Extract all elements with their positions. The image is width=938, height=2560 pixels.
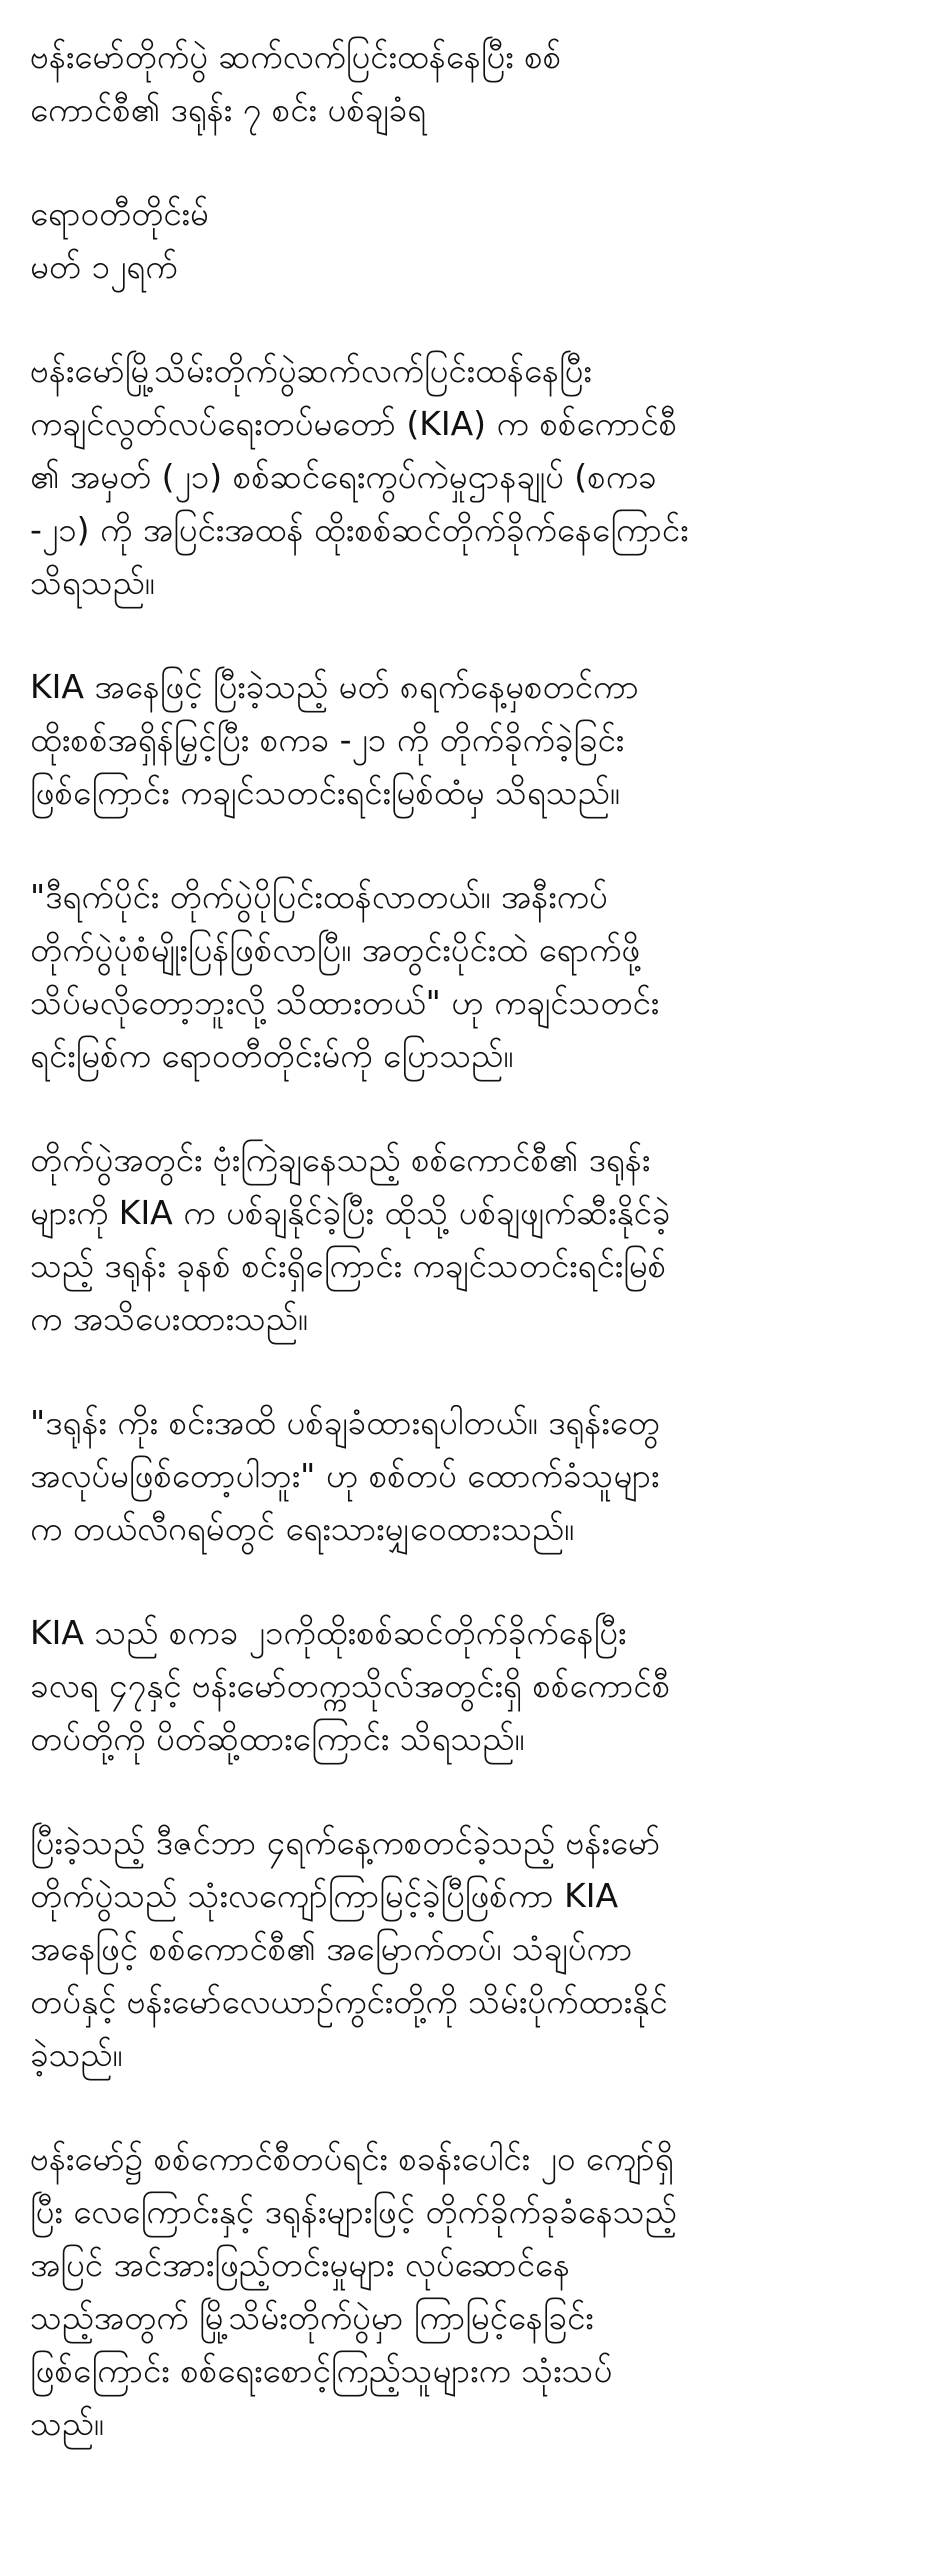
paragraph-line: ရင်းမြစ်က ရောဝတီတိုင်းမ်ကို ပြောသည်။: [30, 1036, 514, 1075]
paragraph-line: က အသိပေးထားသည်။: [30, 1299, 308, 1338]
byline-source: ရောဝတီတိုင်းမ်: [30, 194, 209, 233]
paragraph-line: တပ်တို့ကို ပိတ်ဆို့ထားကြောင်း သိရသည်။: [30, 1719, 525, 1758]
paragraph-line: KIA အနေဖြင့် ပြီးခဲ့သည့် မတ် ၈ရက်နေ့မှစတင်ကာ: [30, 667, 639, 706]
paragraph-2: [30, 660, 898, 819]
paragraph-line: ဗန်းမော်မြို့သိမ်းတိုက်ပွဲဆက်လက်ပြင်းထန်နေပြီး: [30, 351, 592, 390]
paragraph-8: [30, 2132, 898, 2450]
paragraph-line: သိပ်မလိုတော့ဘူးလို့ သိထားတယ်" ဟု ကချင်သတင်း: [30, 983, 660, 1022]
paragraph-1: [30, 344, 898, 609]
paragraph-line: တိုက်ပွဲအတွင်း ဗုံးကြဲချနေသည့် စစ်ကောင်စီ၏ ဒရုန်း: [30, 1140, 651, 1179]
paragraph-7: [30, 1816, 898, 2081]
paragraph-line: ဖြစ်ကြောင်း စစ်ရေးစောင့်ကြည့်သူများက သုံးသပ်: [30, 2351, 613, 2390]
paragraph-line: ပြီးခဲ့သည့် ဒီဇင်ဘာ ၄ရက်နေ့ကစတင်ခဲ့သည့် ဗန်းမော်: [30, 1823, 661, 1862]
paragraph-line: သည်။: [30, 2404, 104, 2443]
paragraph-line: များကို KIA က ပစ်ချနိုင်ခဲ့ပြီး ထိုသို့ ပစ်ချဖျက်ဆီးနိုင်ခဲ့: [30, 1193, 671, 1232]
article-byline: [30, 187, 898, 293]
paragraph-line: "ဒီရက်ပိုင်း တိုက်ပွဲပိုပြင်းထန်လာတယ်။ အနီးကပ်: [30, 877, 608, 916]
paragraph-line: သိရသည်။: [30, 563, 155, 602]
article-headline: [30, 30, 898, 136]
paragraph-3: [30, 870, 898, 1082]
paragraph-line: သည့် ဒရုန်း ခုနစ် စင်းရှိကြောင်း ကချင်သတင်းရင်းမြစ်: [30, 1246, 667, 1285]
paragraph-line: အလုပ်မဖြစ်တော့ပါဘူး" ဟု စစ်တပ် ထောက်ခံသူများ: [30, 1456, 660, 1495]
paragraph-6: [30, 1606, 898, 1765]
byline-date: မတ် ၁၂ရက်: [30, 247, 178, 286]
paragraph-line: ၏ အမှတ် (၂၁) စစ်ဆင်ရေးကွပ်ကဲမှုဌာနချုပ် (စကခ: [30, 457, 657, 496]
paragraph-line: ဗန်းမော်၌ စစ်ကောင်စီတပ်ရင်း စခန်းပေါင်း ၂၀ ကျော်ရှိ: [30, 2139, 674, 2178]
paragraph-line: သည့်အတွက် မြို့သိမ်းတိုက်ပွဲမှာ ကြာမြင့်နေခြင်း: [30, 2298, 594, 2337]
paragraph-line: တိုက်ပွဲပုံစံမျိုးပြန်ဖြစ်လာပြီ။ အတွင်းပိုင်းထဲ ရောက်ဖို့: [30, 930, 641, 969]
paragraph-line: တိုက်ပွဲသည် သုံးလကျော်ကြာမြင့်ခဲ့ပြီဖြစ်ကာ KIA: [30, 1876, 619, 1915]
paragraph-line: တပ်နှင့် ဗန်းမော်လေယာဉ်ကွင်းတို့ကို သိမ်းပိုက်ထားနိုင်: [30, 1982, 668, 2021]
paragraph-line: ခလရ ၄၇နှင့် ဗန်းမော်တက္ကသိုလ်အတွင်းရှိ စစ်ကောင်စီ: [30, 1666, 671, 1705]
paragraph-line: ခဲ့သည်။: [30, 2035, 123, 2074]
paragraph-4: [30, 1133, 898, 1345]
paragraph-line: အနေဖြင့် စစ်ကောင်စီ၏ အမြောက်တပ်၊ သံချပ်ကာ: [30, 1929, 633, 1968]
paragraph-line: အပြင် အင်အားဖြည့်တင်းမှုများ လုပ်ဆောင်နေ: [30, 2245, 570, 2284]
paragraph-line: ထိုးစစ်အရှိန်မြှင့်ပြီး စကခ -၂၁ ကို တိုက်ခိုက်ခဲ့ခြင်း: [30, 720, 625, 759]
paragraph-line: "ဒရုန်း ကိုး စင်းအထိ ပစ်ချခံထားရပါတယ်။ ဒရုန်းတွေ: [30, 1403, 660, 1442]
paragraph-line: ကချင်လွတ်လပ်ရေးတပ်မတော် (KIA) က စစ်ကောင်စီ: [30, 404, 678, 443]
paragraph-line: KIA သည် စကခ ၂၁ကိုထိုးစစ်ဆင်တိုက်ခိုက်နေပြီး: [30, 1613, 627, 1652]
paragraph-line: ပြီး လေကြောင်းနှင့် ဒရုန်းများဖြင့် တိုက်ခိုက်ခုခံနေသည့်: [30, 2192, 677, 2231]
paragraph-line: က တယ်လီဂရမ်တွင် ရေးသားမျှဝေထားသည်။: [30, 1509, 575, 1548]
headline-line: ဗန်းမော်တိုက်ပွဲ ဆက်လက်ပြင်းထန်နေပြီး စစ်: [30, 37, 562, 76]
paragraph-line: ဖြစ်ကြောင်း ကချင်သတင်းရင်းမြစ်ထံမှ သိရသည်။: [30, 773, 620, 812]
paragraph-line: -၂၁) ကို အပြင်းအထန် ထိုးစစ်ဆင်တိုက်ခိုက်နေကြောင်း: [30, 510, 689, 549]
paragraph-5: [30, 1396, 898, 1555]
headline-line: ကောင်စီ၏ ဒရုန်း ၇ စင်း ပစ်ချခံရ: [30, 90, 427, 129]
